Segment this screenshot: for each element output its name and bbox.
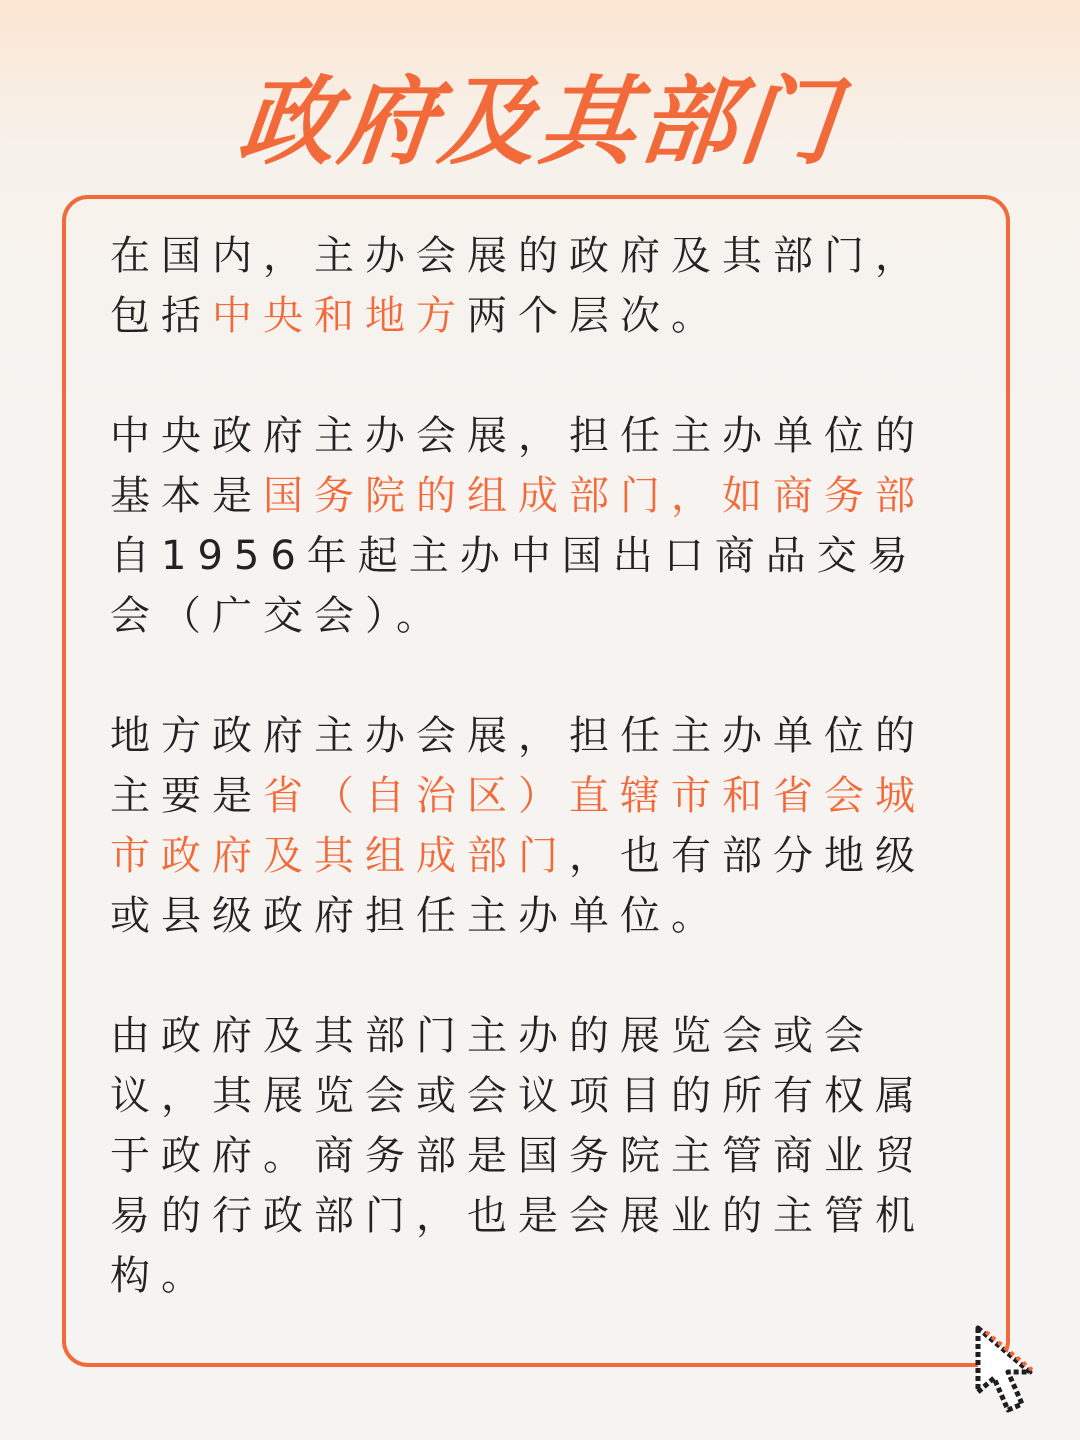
paragraph-text: 地方政府主办会展，担任主办单位的主要是 [110,713,926,819]
page-title: 政府及其部门 [234,66,846,178]
highlight-text: 国务院的组成部门，如商务部 [263,473,926,519]
paragraph-text: ，也有部分地级或县级政府担任主办单位。 [110,833,926,939]
paragraph-2 [110,406,950,646]
paragraph-text: 自1956年起主办中国出口商品交易会（广交会）。 [110,533,919,639]
highlight-text: 省（自治区）直辖市和省会城市政府及其组成部门 [110,773,926,879]
paragraph-4 [110,1006,950,1306]
paragraph-text: 中央政府主办会展，担任主办单位的基本是 [110,413,926,519]
highlight-text: 中央和地方 [212,293,467,339]
content-body [110,226,950,1366]
cursor-arrow-icon [972,1322,1064,1422]
paragraph-text: 由政府及其部门主办的展览会或会议，其展览会或会议项目的所有权属于政府。商务部是国务院主管商业贸易的行政部门，也是会展业的主管机构。 [110,1013,926,1299]
paragraph-text: 两个层次。 [467,293,722,339]
paragraph-text: 在国内，主办会展的政府及其部门，包括 [110,233,926,339]
paragraph-1 [110,226,950,346]
paragraph-3 [110,706,950,946]
